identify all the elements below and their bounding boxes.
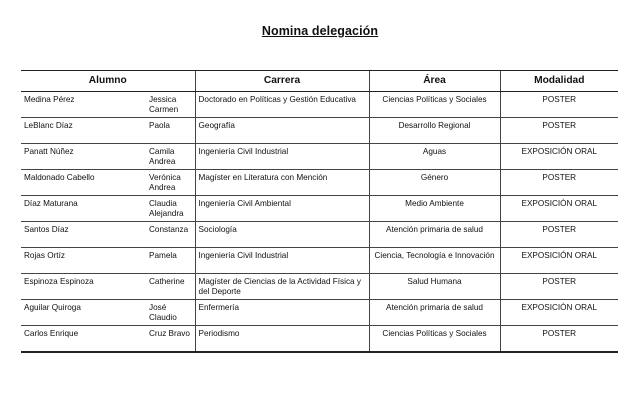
delegation-table [21, 70, 618, 353]
carrera-cell: Magíster de Ciencias de la Actividad Física y del Deporte [195, 274, 369, 300]
column-header-carrera: Carrera [195, 71, 369, 92]
carrera-cell: Enfermería [195, 300, 369, 326]
column-header-alumno: Alumno [21, 71, 195, 92]
modalidad-cell: EXPOSICIÓN ORAL [500, 196, 618, 222]
student-surname-cell: Aguilar Quiroga [21, 300, 145, 326]
table-row [21, 170, 618, 196]
area-cell: Atención primaria de salud [369, 222, 500, 248]
carrera-cell: Ingeniería Civil Industrial [195, 144, 369, 170]
column-header-modalidad: Modalidad [500, 71, 618, 92]
student-given-name-cell: Paola [145, 118, 195, 144]
area-cell: Aguas [369, 144, 500, 170]
page-title: Nomina delegación [261, 24, 379, 38]
student-given-name-cell: Constanza [145, 222, 195, 248]
carrera-cell: Sociología [195, 222, 369, 248]
carrera-cell: Periodismo [195, 326, 369, 353]
student-given-name-cell: Pamela [145, 248, 195, 274]
student-surname-cell: Díaz Maturana [21, 196, 145, 222]
table-row [21, 300, 618, 326]
carrera-cell: Ingeniería Civil Ambiental [195, 196, 369, 222]
table-row [21, 196, 618, 222]
student-surname-cell: Carlos Enrique [21, 326, 145, 353]
table-row [21, 326, 618, 353]
table-row [21, 248, 618, 274]
area-cell: Ciencia, Tecnología e Innovación [369, 248, 500, 274]
table-row [21, 144, 618, 170]
student-given-name-cell: Catherine [145, 274, 195, 300]
modalidad-cell: POSTER [500, 222, 618, 248]
modalidad-cell: POSTER [500, 170, 618, 196]
modalidad-cell: POSTER [500, 118, 618, 144]
student-surname-cell: LeBlanc Díaz [21, 118, 145, 144]
area-cell: Género [369, 170, 500, 196]
area-cell: Desarrollo Regional [369, 118, 500, 144]
student-surname-cell: Espinoza Espinoza [21, 274, 145, 300]
carrera-cell: Doctorado en Políticas y Gestión Educativa [195, 92, 369, 118]
modalidad-cell: POSTER [500, 326, 618, 353]
modalidad-cell: EXPOSICIÓN ORAL [500, 248, 618, 274]
carrera-cell: Magíster en Literatura con Mención [195, 170, 369, 196]
area-cell: Ciencias Políticas y Sociales [369, 326, 500, 353]
student-given-name-cell: Cruz Bravo [145, 326, 195, 353]
student-surname-cell: Panatt Núñez [21, 144, 145, 170]
student-surname-cell: Santos Díaz [21, 222, 145, 248]
area-cell: Atención primaria de salud [369, 300, 500, 326]
student-given-name-cell: José Claudio [145, 300, 195, 326]
table-row [21, 222, 618, 248]
student-surname-cell: Medina Pérez [21, 92, 145, 118]
area-cell: Ciencias Políticas y Sociales [369, 92, 500, 118]
modalidad-cell: EXPOSICIÓN ORAL [500, 300, 618, 326]
student-given-name-cell: Claudia Alejandra [145, 196, 195, 222]
carrera-cell: Ingeniería Civil Industrial [195, 248, 369, 274]
modalidad-cell: POSTER [500, 92, 618, 118]
carrera-cell: Geografía [195, 118, 369, 144]
table-row [21, 274, 618, 300]
student-given-name-cell: Verónica Andrea [145, 170, 195, 196]
table-row [21, 118, 618, 144]
area-cell: Salud Humana [369, 274, 500, 300]
student-surname-cell: Maldonado Cabello [21, 170, 145, 196]
table-header-row [21, 71, 618, 92]
modalidad-cell: EXPOSICIÓN ORAL [500, 144, 618, 170]
modalidad-cell: POSTER [500, 274, 618, 300]
student-given-name-cell: Jessica Carmen [145, 92, 195, 118]
column-header-area: Área [369, 71, 500, 92]
student-surname-cell: Rojas Ortíz [21, 248, 145, 274]
area-cell: Medio Ambiente [369, 196, 500, 222]
student-given-name-cell: Camila Andrea [145, 144, 195, 170]
table-row [21, 92, 618, 118]
